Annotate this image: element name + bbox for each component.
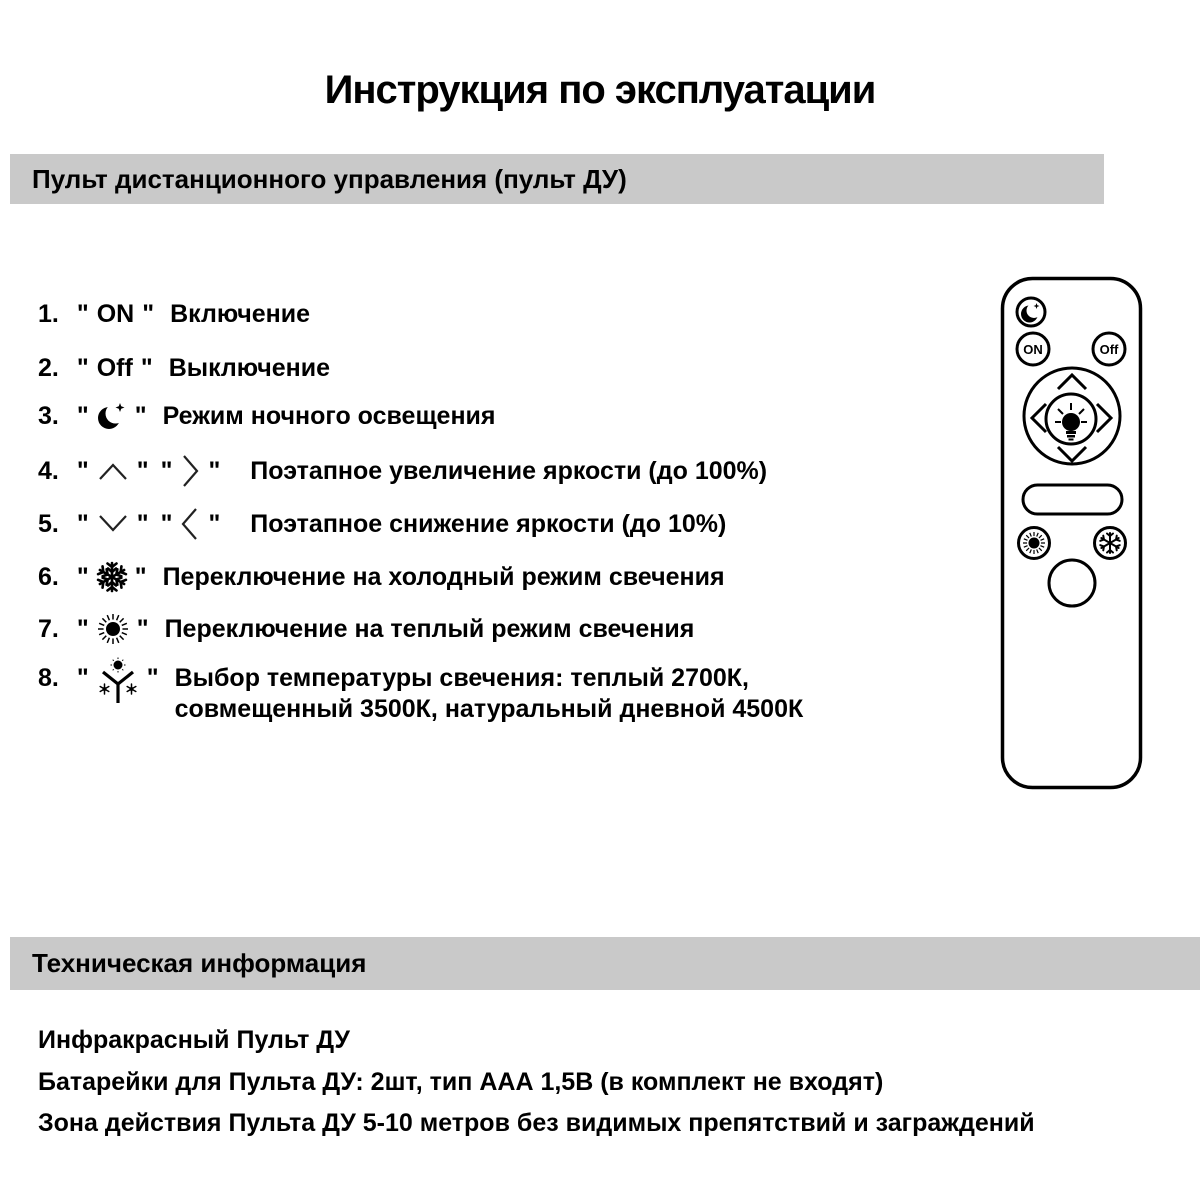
quote-mark: "	[76, 664, 89, 692]
chevron-down-icon	[95, 512, 131, 536]
item-description: Переключение на холодный режим свечения	[162, 562, 725, 591]
off-button-label: Off	[1099, 342, 1119, 357]
color-temperature-icon	[95, 657, 141, 707]
quote-mark: "	[208, 509, 221, 538]
on-label: ON	[96, 299, 135, 328]
tech-info-line: Батарейки для Пульта ДУ: 2шт, тип ААА 1,5В (в комплект не входят)	[38, 1068, 884, 1096]
item-number: 5.	[38, 509, 59, 538]
item-description: Режим ночного освещения	[162, 401, 496, 430]
quote-mark: "	[136, 509, 149, 538]
item-number: 1.	[38, 299, 59, 328]
item-description: Выключение	[168, 353, 330, 382]
remote-control-drawing	[1000, 276, 1143, 790]
quote-mark: "	[140, 353, 153, 382]
section-heading-tech-label: Техническая информация	[32, 948, 367, 978]
item-number: 8.	[38, 664, 59, 692]
on-button-label: ON	[1023, 342, 1043, 357]
chevron-up-icon	[95, 459, 131, 483]
item-number: 7.	[38, 614, 59, 643]
tech-info-line: Зона действия Пульта ДУ 5-10 метров без видимых препятствий и заграждений	[38, 1109, 1035, 1137]
sun-icon	[95, 611, 131, 647]
quote-mark: "	[76, 353, 89, 382]
chevron-left-icon	[178, 504, 202, 544]
warm-mode-button	[1019, 528, 1050, 559]
item-number: 3.	[38, 401, 59, 430]
list-item-warm-mode	[38, 611, 694, 647]
list-item-brightness-up	[38, 453, 767, 489]
quote-mark: "	[134, 562, 147, 591]
quote-mark: "	[136, 614, 149, 643]
list-item-off	[38, 350, 330, 386]
quote-mark: "	[160, 509, 173, 538]
quote-mark: "	[76, 509, 89, 538]
list-item-cold-mode	[38, 559, 725, 595]
quote-mark: "	[208, 456, 221, 485]
quote-mark: "	[76, 456, 89, 485]
section-heading-remote-label: Пульт дистанционного управления (пульт ДУ)	[32, 163, 627, 194]
quote-mark: "	[134, 401, 147, 430]
item-description	[175, 663, 804, 725]
snowflake-icon	[95, 560, 129, 594]
item-description: Поэтапное снижение яркости (до 10%)	[250, 509, 727, 538]
item-description: Поэтапное увеличение яркости (до 100%)	[250, 456, 768, 485]
list-item-brightness-down	[38, 506, 726, 542]
item-description-line1: Выбор температуры свечения: теплый 2700К,	[174, 664, 749, 692]
quote-mark: "	[160, 456, 173, 485]
chevron-right-icon	[178, 451, 202, 491]
quote-mark: "	[76, 562, 89, 591]
item-description: Переключение на теплый режим свечения	[164, 614, 695, 643]
section-heading-tech	[10, 937, 1200, 990]
quote-mark: "	[146, 664, 159, 692]
sun-icon	[1023, 532, 1045, 554]
list-item-on	[38, 296, 310, 332]
quote-mark: "	[76, 614, 89, 643]
list-item-color-temperature	[38, 663, 803, 725]
item-description-line2: совмещенный 3500К, натуральный дневной 4500К	[174, 695, 804, 723]
quote-mark: "	[76, 401, 89, 430]
section-heading-remote	[10, 154, 1104, 204]
quote-mark: "	[76, 299, 89, 328]
item-number: 4.	[38, 456, 59, 485]
tech-info-line: Инфракрасный Пульт ДУ	[38, 1026, 350, 1054]
item-description: Включение	[170, 299, 311, 328]
quote-mark: "	[142, 299, 155, 328]
item-number: 2.	[38, 353, 59, 382]
item-number: 6.	[38, 562, 59, 591]
page-title: Инструкция по эксплуатации	[324, 68, 876, 112]
quote-mark: "	[136, 456, 149, 485]
list-item-night-mode	[38, 398, 496, 434]
moon-icon	[95, 399, 129, 433]
off-label: Off	[96, 353, 133, 382]
